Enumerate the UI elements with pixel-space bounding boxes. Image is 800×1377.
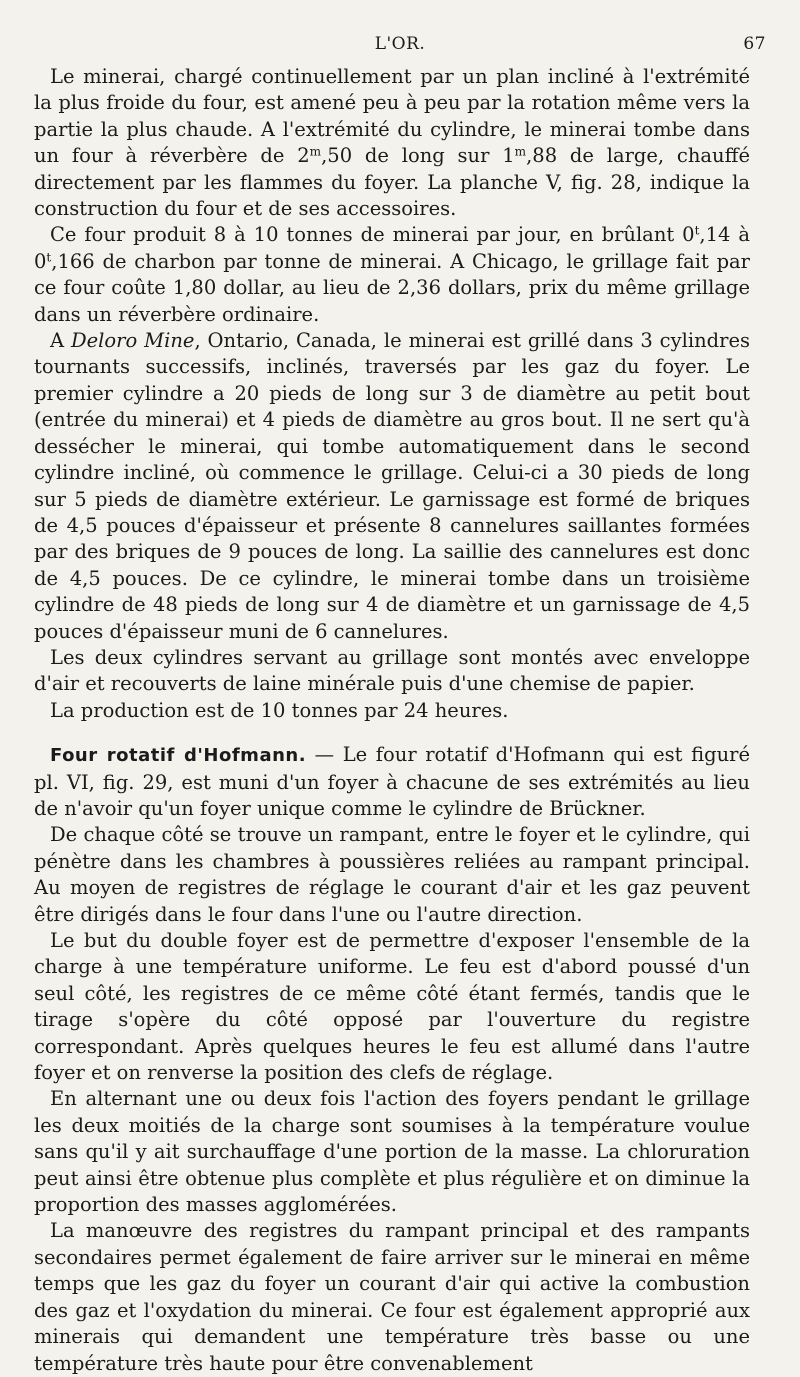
paragraph	[34, 928, 750, 1086]
page-number: 67	[743, 34, 766, 54]
superscript-unit: m	[309, 144, 322, 159]
text-segment: — Le four rotatif d'Hofmann qui est figuré pl. VI, fig. 29, est muni d'un foyer à chacune de ses extrémités au lieu de n'avoir qu'un foyer unique comme le cylindre de Brückner.	[34, 743, 750, 820]
text-segment: Le minerai, chargé continuellement par un plan incliné à l'extrémité la plus froide du four, est amené peu à peu par la rotation même vers la partie la plus chaude. A l'extrémité du cylindre, le minerai tombe dans un four à réverbère de 2	[34, 65, 750, 168]
superscript-unit: m	[514, 144, 527, 159]
text-segment: De chaque côté se trouve un rampant, entre le foyer et le cylindre, qui pénètre dans les chambres à poussières reliées au rampant principal. Au moyen de registres de réglage le courant d'air et les gaz peuvent être dirigés dans le four dans l'une ou l'autre direction.	[34, 823, 750, 926]
paragraph	[34, 742, 750, 822]
paragraph	[34, 1218, 750, 1376]
text-segment: ,50 de long sur 1	[321, 144, 515, 168]
text-segment: En alternant une ou deux fois l'action des foyers pendant le grillage les deux moitiés de la charge sont soumises à la température voulue sans qu'il y ait surchauffage d'une portion de la masse. La chloruration peut ainsi être obtenue plus complète et plus régulière et on diminue la proportion des masses agglomérées.	[34, 1087, 750, 1217]
paragraph	[34, 645, 750, 698]
text-segment: Le but du double foyer est de permettre d'exposer l'ensemble de la charge à une température uniforme. Le feu est d'abord poussé d'un seul côté, les registres de ce même côté étant fermés, tandis que le tirage s'opère du côté opposé par l'ouverture du registre correspondant. Après quelques heures le feu est allumé dans l'autre foyer et on renverse la position des clefs de réglage.	[34, 929, 750, 1085]
text-segment: ,166 de charbon par tonne de minerai. A Chicago, le grillage fait par ce four coûte 1,80 dollar, au lieu de 2,36 dollars, prix du même grillage dans un réverbère ordinaire.	[34, 249, 750, 326]
running-title: L'OR.	[374, 34, 426, 54]
text-segment: La production est de 10 tonnes par 24 heures.	[50, 698, 509, 722]
paragraph	[34, 328, 750, 645]
body-text	[34, 64, 750, 1377]
superscript-unit: t	[694, 223, 700, 238]
paragraph	[34, 822, 750, 928]
paragraph	[34, 222, 750, 328]
text-segment: , Ontario, Canada, le minerai est grillé dans 3 cylindres tournants successifs, inclinés, traversés par les gaz du foyer. Le premier cylindre a 20 pieds de long sur 3 de diamètre au petit bout (entrée du minerai) et 4 pieds de diamètre au gros bout. Il ne sert qu'à dessécher le minerai, qui tombe automatiquement dans le second cylindre incliné, où commence le grillage. Celui-ci a 30 pieds de long sur 5 pieds de diamètre extérieur. Le garnissage est formé de briques de 4,5 pouces d'épaisseur et présente 8 cannelures saillantes formées par des briques de 9 pouces de long. La saillie des cannelures est donc de 4,5 pouces. De ce cylindre, le minerai tombe dans un troisième cylindre de 48 pieds de long sur 4 de diamètre et un garnissage de 4,5 pouces d'épaisseur muni de 6 cannelures.	[34, 329, 751, 643]
italic-text: Deloro Mine	[71, 329, 195, 353]
running-head	[0, 34, 800, 58]
text-segment: Ce four produit 8 à 10 tonnes de minerai par jour, en brûlant 0	[50, 223, 695, 247]
paragraph	[34, 1086, 750, 1218]
text-segment: A	[50, 329, 71, 353]
paragraph	[34, 64, 750, 222]
text-segment: Les deux cylindres servant au grillage sont montés avec enveloppe d'air et recouverts de laine minérale puis d'une chemise de papier.	[34, 645, 750, 696]
section-heading: Four rotatif d'Hofmann.	[50, 745, 307, 767]
text-segment: ,14 à 0	[34, 223, 750, 273]
paragraph	[34, 698, 750, 724]
text-segment: ,88 de large, chauffé directement par les flammes du foyer. La planche V, fig. 28, indique la construction du four et de ses accessoires.	[34, 144, 750, 221]
superscript-unit: t	[46, 250, 52, 265]
text-segment: La manœuvre des registres du rampant principal et des rampants secondaires permet également de faire arriver sur le minerai en même temps que les gaz du foyer un courant d'air qui active la combustion des gaz et l'oxydation du minerai. Ce four est également approprié aux minerais qui demandent une température très basse ou une température très haute pour être convenablement	[34, 1219, 750, 1375]
